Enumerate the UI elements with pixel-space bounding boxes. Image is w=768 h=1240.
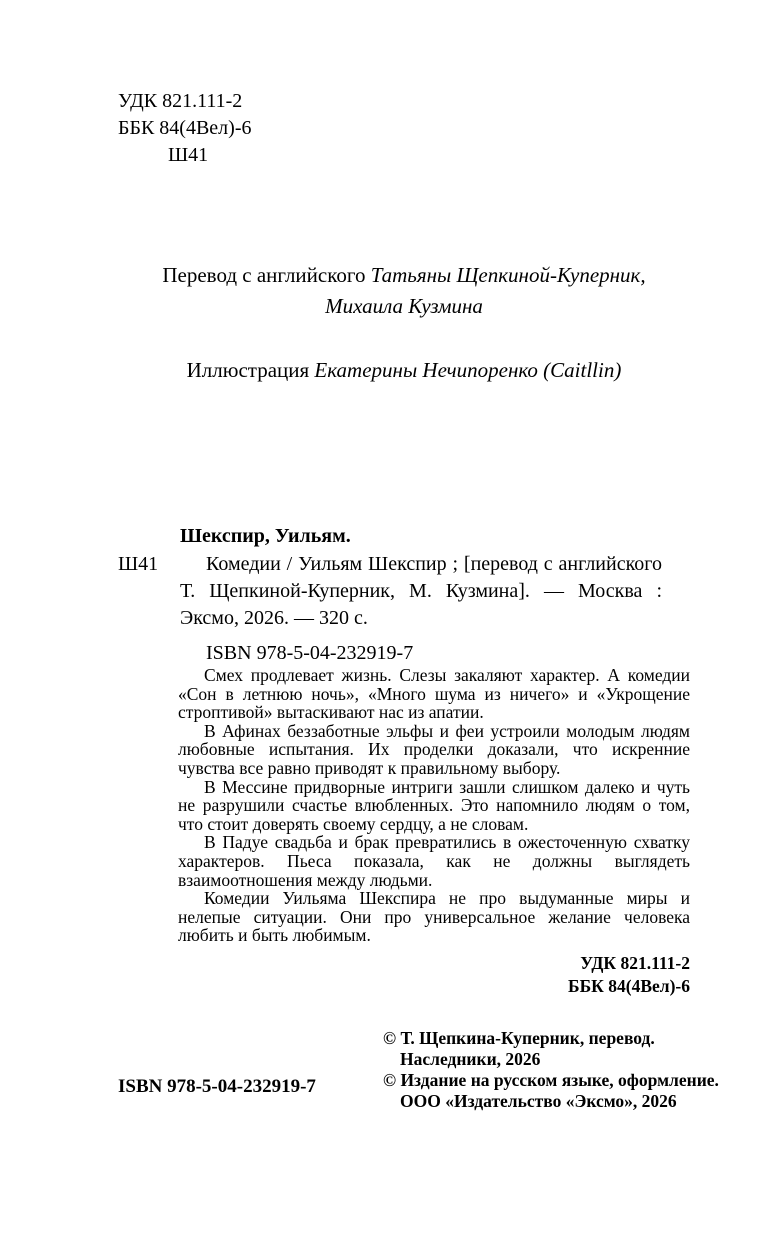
top-cataloguing-codes [118, 88, 252, 169]
catalog-entry-text: Комедии / Уильям Шекспир ; [перевод с английского Т. Щепкиной-Куперник, М. Кузмина]. — Москва : Эксмо, 2026. — 320 с. [180, 553, 662, 629]
copyright-line-publisher: ООО «Издательство «Эксмо», 2026 [400, 1091, 677, 1111]
translator-names-1: Татьяны Щепкиной-Куперник, [370, 263, 646, 287]
illustrator-name: Екатерины Нечипоренко (Caitllin) [314, 358, 622, 382]
author-sign-code-margin: Ш41 [118, 553, 159, 575]
annotation-paragraph: В Падуе свадьба и брак превратились в ожесточенную схватку характеров. Пьеса показала, как не должны выглядеть взаимоотношения между людьми. [178, 832, 690, 890]
isbn-bottom: ISBN 978-5-04-232919-7 [118, 1076, 316, 1097]
bbk-code-top: ББК 84(4Вел)-6 [118, 117, 252, 139]
author-sign-code-top: Ш41 [168, 144, 209, 166]
annotation-paragraph: Комедии Уильяма Шекспира не про выдуманные миры и нелепые ситуации. Они про универсальное желание человека любить и быть любимым. [178, 888, 690, 946]
illustration-credit [118, 356, 690, 384]
bbk-code-bottom: ББК 84(4Вел)-6 [568, 976, 690, 996]
illustration-prefix: Иллюстрация [186, 358, 315, 382]
translation-credit-line1 [118, 260, 690, 291]
udk-code-top: УДК 821.111-2 [118, 90, 243, 112]
annotation-block [178, 666, 690, 945]
bottom-cataloguing-codes [178, 952, 690, 998]
udk-code-bottom: УДК 821.111-2 [580, 953, 690, 973]
translation-prefix: Перевод с английского [162, 263, 371, 287]
translation-credit [118, 260, 690, 322]
catalog-author-heading: Шекспир, Уильям. [180, 525, 351, 547]
translator-names-2: Михаила Кузмина [325, 294, 483, 318]
annotation-paragraph: В Мессине придворные интриги зашли слишком далеко и чуть не разрушили счастье влюбленных. Это напомнило людям о том, что стоит доверять своему сердцу, а не словам. [178, 776, 690, 834]
annotation-paragraph: В Афинах беззаботные эльфы и феи устроили молодым людям любовные испытания. Их проделки доказали, что искренние чувства все равно приводят к правильному выбору. [178, 720, 690, 778]
copyright-block [383, 1028, 719, 1112]
copyright-line-edition: © Издание на русском языке, оформление. [383, 1070, 719, 1090]
annotation-paragraph: Смех продлевает жизнь. Слезы закаляют характер. А комедии «Сон в летнюю ночь», «Много шума из ничего» и «Укрощение строптивой» вытаскивают нас из апатии. [178, 665, 690, 723]
isbn-catalog: ISBN 978-5-04-232919-7 [206, 642, 414, 664]
copyright-line-translator: © Т. Щепкина-Куперник, перевод. [383, 1028, 655, 1048]
copyright-line-heirs: Наследники, 2026 [400, 1049, 541, 1069]
